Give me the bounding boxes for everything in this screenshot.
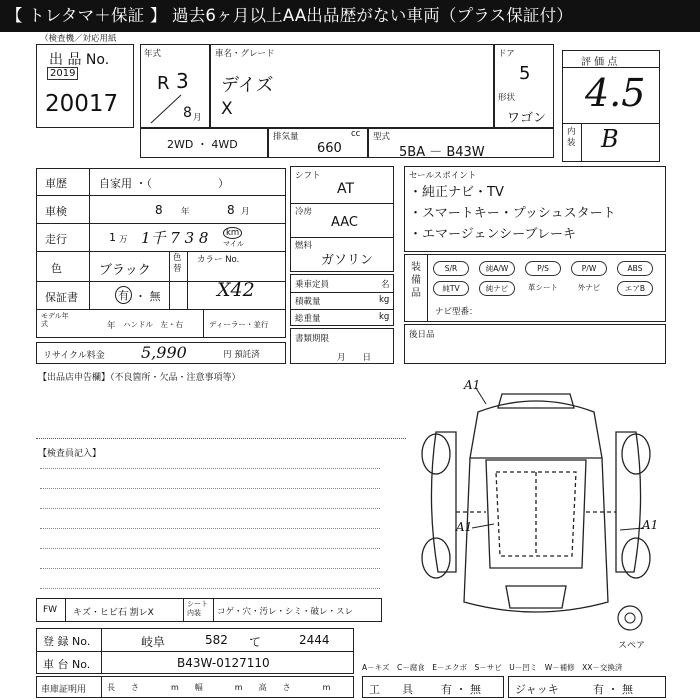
inspection-label: 車検 bbox=[45, 205, 67, 218]
equip-navi: 純ナビ bbox=[479, 281, 515, 296]
mileage-mile: マイル bbox=[223, 240, 244, 248]
capacity-box bbox=[290, 274, 394, 326]
equip-leather-seat: 革シート bbox=[528, 283, 558, 292]
spare-label: スペア bbox=[618, 641, 646, 651]
damage-legend: A－キズ C－腐食 E－エクボ S－サビ U－凹ミ W－補修 XX－交換済 bbox=[362, 663, 623, 672]
reg-label: 登 録 No. bbox=[43, 635, 91, 648]
drive-value: 2WD ・ 4WD bbox=[167, 138, 238, 151]
recycle-box bbox=[36, 342, 286, 364]
sheet-text: コゲ・穴・汚レ・シミ・破レ・スレ bbox=[217, 607, 354, 617]
color-no-value: X42 bbox=[217, 279, 255, 301]
dealer-text: ディーラー・並行 bbox=[209, 320, 269, 329]
weight-label: 総重量 bbox=[295, 314, 321, 324]
tools-box bbox=[362, 676, 504, 698]
warranty-yes: 有 bbox=[115, 286, 132, 304]
model-code-value: 5BA － B43W bbox=[399, 145, 485, 160]
color-no-label: カラー No. bbox=[197, 255, 240, 265]
garage-cert-label: 車庫証明用 bbox=[41, 685, 87, 695]
interior-value: B bbox=[601, 125, 619, 153]
navi-model-label: ナビ型番： bbox=[435, 307, 478, 317]
sales-point-3: ・エマージェンシーブレーキ bbox=[409, 227, 576, 242]
equip-abs: ABS bbox=[617, 261, 653, 276]
color-label: 色 bbox=[51, 262, 62, 275]
grade-score-box bbox=[562, 50, 660, 162]
model-code-box bbox=[368, 128, 554, 158]
jack-value: 有 ・ 無 bbox=[593, 683, 633, 696]
reg-number: 2444 bbox=[299, 633, 330, 647]
fw-text: キズ・ヒビ石 割レX bbox=[73, 608, 154, 618]
sales-point-2: ・スマートキー・プッシュスタート bbox=[409, 206, 616, 221]
sales-points-box bbox=[404, 166, 666, 252]
grade-score-label: 評 価 点 bbox=[581, 57, 618, 68]
year-era: R bbox=[157, 73, 170, 94]
car-name-label: 車名・グレード bbox=[215, 49, 275, 59]
capacity-label: 乗車定員 bbox=[295, 280, 330, 290]
handle-text: ハンドル 左・右 bbox=[123, 320, 183, 329]
door-box bbox=[494, 44, 554, 128]
year-label: 年式 bbox=[144, 49, 162, 59]
inspection-year: 8 bbox=[155, 203, 163, 217]
equip-sunroof: S/R bbox=[433, 261, 469, 276]
shift-value: AT bbox=[337, 181, 355, 197]
shift-label: シフト bbox=[295, 171, 321, 181]
damage-mark-front: A1 bbox=[464, 378, 481, 392]
sheet-sub-label: （検査機／対応用紙 bbox=[40, 34, 117, 44]
load-label: 積載量 bbox=[295, 297, 321, 307]
damage-mark-left: A1 bbox=[456, 520, 473, 534]
equip-airbag: エアB bbox=[617, 281, 653, 296]
ac-label: 冷房 bbox=[295, 207, 313, 217]
sales-point-1: ・純正ナビ・TV bbox=[409, 185, 504, 200]
equip-power-windows: P/W bbox=[571, 261, 607, 276]
year-value: 3 bbox=[176, 69, 189, 93]
warranty-no: ・ 無 bbox=[135, 290, 161, 303]
chassis-label: 車 台 No. bbox=[43, 658, 91, 671]
drive-box bbox=[140, 128, 268, 158]
door-value: 5 bbox=[519, 63, 531, 84]
sheet-label: シート内装 bbox=[187, 600, 208, 617]
equip-alloy-wheels: 純A/W bbox=[479, 261, 515, 276]
doc-deadline-box bbox=[290, 328, 394, 364]
vehicle-detail-table bbox=[36, 168, 286, 338]
equipment-box bbox=[404, 254, 666, 322]
registration-box bbox=[36, 628, 354, 674]
equip-aftermarket-navi: 外ナビ bbox=[577, 283, 601, 292]
inspection-year-unit: 年 bbox=[181, 207, 190, 217]
fuel-value: ガソリン bbox=[321, 253, 374, 268]
load-unit: kg bbox=[379, 295, 390, 305]
spec-box bbox=[290, 166, 394, 272]
inspection-month-unit: 月 bbox=[241, 207, 250, 217]
glass-seat-row bbox=[36, 598, 382, 622]
car-damage-diagram bbox=[406, 372, 666, 628]
mileage-km: km bbox=[223, 227, 242, 239]
jack-label: ジャッキ bbox=[515, 683, 559, 696]
reg-city: 岐阜 bbox=[141, 635, 166, 649]
doc-deadline-label: 書類期限 bbox=[295, 334, 330, 344]
shape-value: ワゴン bbox=[507, 111, 547, 126]
interior-label: 内装 bbox=[567, 127, 576, 148]
doc-deadline-unit: 月 日 bbox=[337, 353, 372, 363]
lot-label: 出 品 No. bbox=[49, 52, 110, 68]
warranty-label: 保証書 bbox=[45, 291, 78, 304]
recycle-label: リサイクル料金 bbox=[43, 351, 105, 361]
later-items-label: 後日品 bbox=[409, 330, 435, 340]
ac-value: AAC bbox=[331, 215, 358, 230]
auction-banner: 【 トレタマ＋保証 】 過去6ヶ月以上AA出品歴がない車両（プラス保証付） bbox=[0, 0, 700, 32]
color-change-label: 色替 bbox=[173, 253, 182, 274]
color-value: ブラック bbox=[99, 263, 151, 278]
seller-comments-header: 【出品店申告欄】（不良箇所・欠品・注意事項等） bbox=[38, 373, 241, 383]
lot-number: 20017 bbox=[45, 91, 119, 117]
equipment-label: 装備品 bbox=[411, 262, 421, 299]
displacement-label: 排気量 bbox=[273, 132, 299, 142]
recycle-value: 5,990 bbox=[141, 343, 187, 362]
model-code-label: 型式 bbox=[373, 132, 391, 142]
spare-tire-icon bbox=[616, 604, 644, 632]
fuel-label: 燃料 bbox=[295, 241, 313, 251]
car-name-box bbox=[210, 44, 494, 128]
inspector-comments-header: 【検査員記入】 bbox=[38, 449, 102, 459]
history-value: 自家用 ・（ ） bbox=[99, 177, 229, 190]
mileage-label: 走行 bbox=[45, 233, 67, 246]
chassis-value: B43W-0127110 bbox=[177, 656, 270, 670]
garage-cert-dims: 長 さ m 幅 m 高 さ m bbox=[107, 683, 331, 692]
door-label: ドア bbox=[498, 49, 515, 59]
lot-number-box bbox=[36, 44, 134, 128]
mileage-man-unit: 万 bbox=[119, 235, 128, 245]
reg-kana: て bbox=[249, 635, 262, 649]
recycle-unit: 円 預託済 bbox=[223, 350, 260, 360]
month-unit: 月 bbox=[193, 113, 202, 123]
month-value: 8 bbox=[183, 105, 192, 121]
fw-label: FW bbox=[43, 605, 58, 615]
garage-cert-box bbox=[36, 676, 354, 698]
shape-label: 形状 bbox=[498, 93, 516, 103]
tools-label: 工 具 bbox=[369, 683, 413, 696]
damage-mark-right: A1 bbox=[642, 518, 659, 532]
car-grade: X bbox=[221, 99, 233, 119]
reg-class: 582 bbox=[205, 633, 228, 647]
lot-year: 2019 bbox=[47, 67, 78, 80]
later-items-box bbox=[404, 324, 666, 364]
mileage-value: 1千 7 3 8 bbox=[141, 229, 209, 247]
mileage-man: 1 bbox=[109, 231, 116, 244]
model-year-label: モデル年式 bbox=[41, 312, 69, 328]
equip-power-steering: P/S bbox=[525, 261, 561, 276]
history-label: 車歴 bbox=[45, 177, 67, 190]
equip-tv: 純TV bbox=[433, 281, 469, 296]
jack-box bbox=[508, 676, 666, 698]
model-year-unit: 年 bbox=[107, 321, 116, 331]
displacement-value: 660 bbox=[317, 141, 342, 156]
year-box bbox=[140, 44, 210, 128]
tools-value: 有 ・ 無 bbox=[441, 683, 481, 696]
sales-points-label: セールスポイント bbox=[409, 171, 477, 181]
weight-unit: kg bbox=[379, 312, 390, 322]
displacement-unit: cc bbox=[351, 129, 361, 139]
displacement-box bbox=[268, 128, 368, 158]
car-name: デイズ bbox=[221, 75, 274, 96]
grade-score-value: 4.5 bbox=[585, 71, 646, 115]
capacity-unit: 名 bbox=[381, 280, 390, 290]
inspection-month: 8 bbox=[227, 203, 235, 217]
